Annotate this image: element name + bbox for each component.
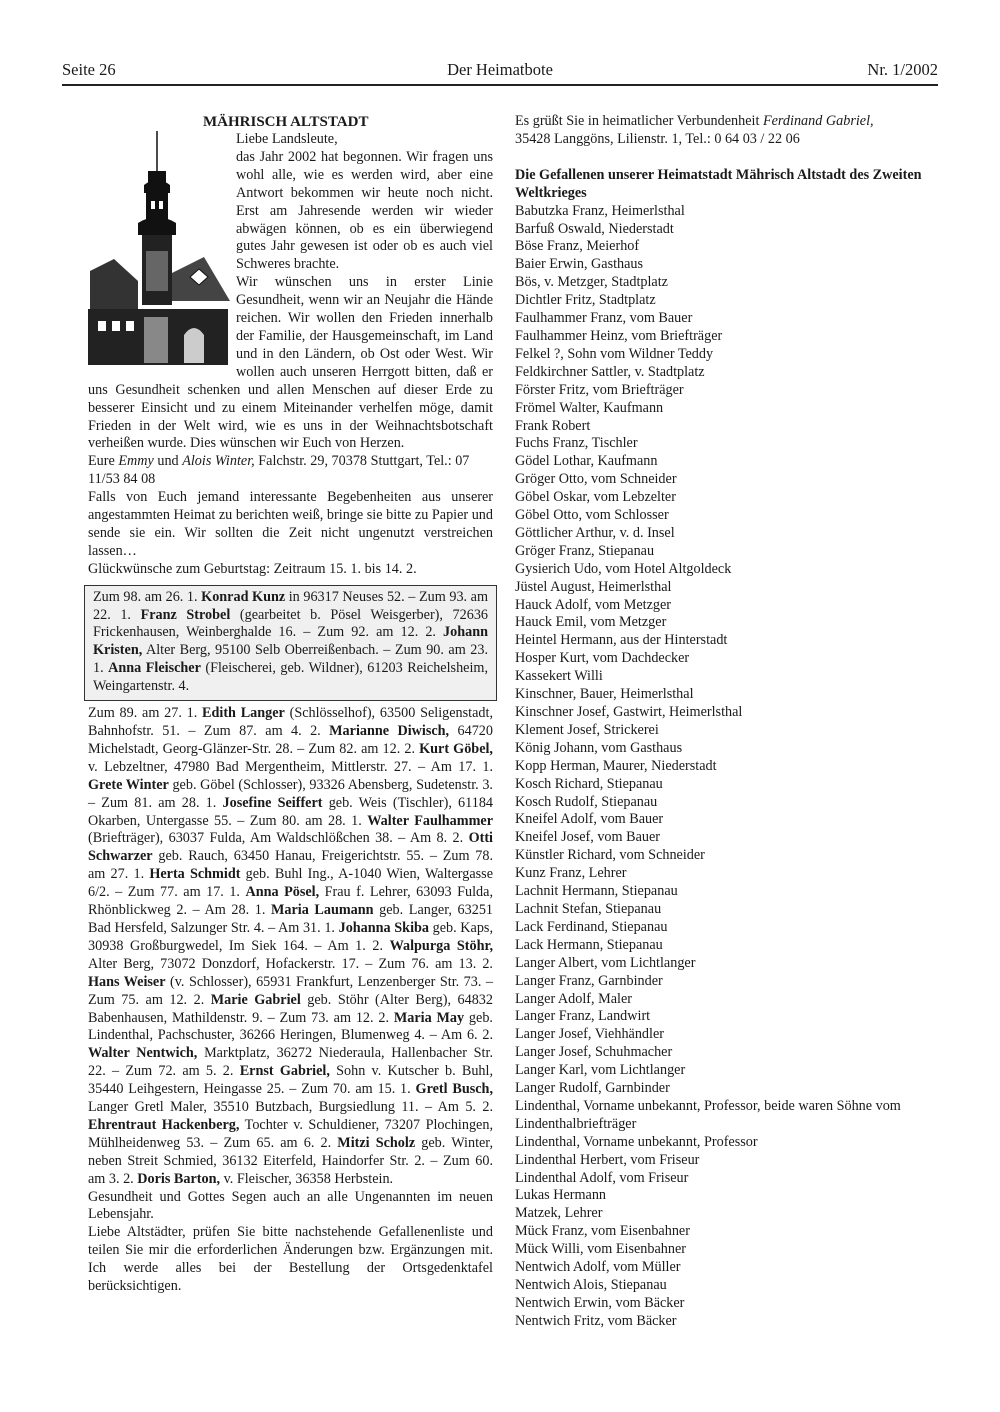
birthday-entry-details: 64720 Michelstadt, Georg-Glänzer-Str. 28. –: [88, 723, 493, 757]
birthday-entry-date: Zum 90. am 23. 1.: [93, 642, 488, 677]
birthday-entry-date: Am 17. 1.: [430, 758, 494, 775]
birthday-entry-name: Walter Nentwich,: [88, 1045, 198, 1062]
birthday-entry-date: Zum 77. am 17. 1.: [127, 884, 246, 901]
birthday-entry-name: Edith Langer: [202, 705, 285, 722]
birthday-entry-details: Alter Berg, 73072 Donzdorf, Hofackerstr. 17. –: [88, 955, 379, 972]
fallen-list-item: Nentwich Erwin, vom Bäcker: [515, 1294, 685, 1311]
fallen-list-item: Frömel Walter, Kaufmann: [515, 399, 664, 416]
fallen-list-item: Kneifel Adolf, vom Bauer: [515, 811, 664, 828]
fallen-list-item: Fuchs Franz, Tischler: [515, 435, 638, 452]
birthday-entry-name: Franz Strobel: [140, 606, 231, 623]
birthday-entry-details: geb. Buhl Ing., A-1040 Wien, Waltergasse 6/2. –: [88, 866, 493, 901]
intro-paragraph: das Jahr 2002 hat begonnen. Wir fragen uns wohl alle, wie es werden wird, aber eine Antwort bekommen wir heute noch nicht. Erst am Jahresende werden wir wieder abwägen können, ob es ein überwiegend gutes Jahr gewesen ist oder ob es auch viel Schweres brachte.: [236, 148, 493, 273]
birthday-entry-date: Am 28. 1.: [204, 902, 271, 919]
fallen-list-item: Böse Franz, Meierhof: [515, 238, 640, 255]
fallen-list-item: Göttlicher Arthur, v. d. Insel: [515, 524, 675, 541]
right-greeting: [515, 113, 935, 149]
birthday-entry-details: geb. Langer, 63251 Bad Hersfeld, Salzunger Str. 4. –: [88, 902, 494, 936]
birthday-entry-name: Josefine Seiffert: [222, 794, 323, 811]
fallen-list-item: Langer Karl, vom Lichtlanger: [515, 1062, 686, 1079]
birthday-entry-date: Am 6. 2.: [440, 1027, 494, 1044]
publication-title: Der Heimatbote: [447, 60, 553, 79]
birthday-entry-date: Zum 89. am 27. 1.: [88, 705, 203, 722]
birthday-entry-name: Johann Kristen,: [93, 624, 488, 659]
greeting-address: 35428 Langgöns, Lilienstr. 1, Tel.: 0 64 03 / 22 06: [515, 130, 800, 147]
closing-paragraph: Liebe Altstädter, prüfen Sie bitte nachstehende Gefallenenliste und teilen Sie mir die erforderlichen Änderungen bzw. Ergänzungen mit. Ich werde alles bei der Bestellung der Ortsgedenktafel berücksichtigen.: [88, 1224, 493, 1295]
birthday-entry-date: Zum 80. am 28. 1.: [249, 812, 368, 829]
birthday-entry-details: geb. Rauch, 63450 Hanau, Freigerichtstr. 55. –: [152, 848, 443, 865]
fallen-list-item: Feldkirchner Sattler, v. Stadtplatz: [515, 363, 705, 380]
greeting: Liebe Landsleute,: [236, 131, 338, 147]
fallen-list-item: Nentwich Fritz, vom Bäcker: [515, 1312, 677, 1329]
birthday-entry-details: (Fleischerei, geb. Wildner), 61203 Reichelsheim, Weingartenstr. 4.: [93, 660, 488, 695]
blessing-paragraph: Gesundheit und Gottes Segen auch an alle Ungenannten im neuen Lebensjahr.: [88, 1188, 493, 1223]
birthday-entry-name: Anna Pösel,: [245, 884, 320, 901]
signature-address: Falchstr. 29, 70378 Stuttgart, Tel.: 07 11/53 84 08: [88, 453, 470, 488]
fallen-list-item: Kopp Herman, Maurer, Niederstadt: [515, 757, 717, 774]
birthday-entry-details: (Briefträger), 63037 Fulda, Am Waldschlößchen 38. –: [88, 830, 410, 847]
wish-paragraph: Wir wünschen uns in erster Linie Gesundheit, wenn wir an Neujahr die Hände reichen. Wir wollen den Frieden innerhalb der Familie, der Hausgemeinschaft, im Land und in den Ländern, ob Ost oder West. Wir wollen auch unseren Herrgott bitten, daß er uns Gesundheit schenken und allen Menschen auf dieser Erde zu besserer Einsicht und zu einem Miteinander verhelfen möge, damit Frieden in der Welt wird, wie es uns in der Weihnachtsbotschaft verheißen wurde. Dies wünschen wir Euch von Herzen.: [88, 274, 493, 452]
fallen-list-title: Die Gefallenen unserer Heimatstadt Mährisch Altstadt des Zweiten Weltkrieges: [515, 166, 922, 201]
birthday-entry-name: Hans Weiser: [88, 973, 166, 990]
birthday-entry-name: Johanna Skiba: [338, 919, 429, 936]
fallen-list-item: Göbel Oskar, vom Lebzelter: [515, 489, 676, 506]
birthday-entry-date: Am 1. 2.: [327, 937, 390, 954]
left-column: [88, 113, 493, 1296]
fallen-list-item: Gröger Franz, Stiepanau: [515, 542, 655, 559]
fallen-list-item: Lack Ferdinand, Stiepanau: [515, 918, 668, 935]
birthday-entry-details: geb. Lindenthal, Pachschuster, 36266 Heringen, Blumenweg 4. –: [88, 1009, 493, 1044]
fallen-list-item: Barfuß Oswald, Niederstadt: [515, 220, 674, 237]
fallen-list-item: Langer Josef, Schuhmacher: [515, 1044, 673, 1061]
issue-number: Nr. 1/2002: [867, 60, 938, 79]
signature-joiner: und: [153, 453, 183, 470]
birthday-entry-name: Anna Fleischer: [108, 660, 201, 677]
fallen-list-item: Bös, v. Metzger, Stadtplatz: [515, 274, 668, 291]
birthday-entry-details: Tochter v. Schuldiener, 73207 Plochingen, Mühlheidenweg 53. –: [88, 1116, 493, 1151]
fallen-list-item: Kassekert Willi: [515, 668, 603, 685]
fallen-list-item: Lindenthal Herbert, vom Friseur: [515, 1151, 700, 1168]
fallen-list-item: Baier Erwin, Gasthaus: [515, 256, 644, 273]
birthday-entry-date: Zum 92. am 12. 2.: [317, 624, 444, 641]
fallen-list-item: Nentwich Adolf, vom Müller: [515, 1259, 681, 1276]
birthday-entry-details: Alter Berg, 95100 Selb Oberreißenbach. –: [142, 642, 395, 659]
fallen-list-item: Lukas Hermann: [515, 1187, 607, 1204]
birthday-entry-date: Zum 73. am 12. 2.: [279, 1009, 394, 1026]
fallen-list-item: Gödel Lothar, Kaufmann: [515, 453, 658, 470]
birthday-entry-date: Zum 78. am 27. 1.: [88, 848, 494, 883]
fallen-list-item: Kinschner Josef, Gastwirt, Heimerlsthal: [515, 704, 743, 720]
birthday-entry-details: v. Lebzeltner, 47980 Bad Mergentheim, Mittlerstr. 27. –: [88, 758, 431, 775]
fallen-list-item: Lindenthal Adolf, vom Friseur: [515, 1169, 689, 1186]
birthday-entry-name: Marianne Diwisch,: [329, 723, 450, 739]
birthday-entry-details: in 96317 Neuses 52. –: [285, 588, 419, 605]
fallen-list-item: Kneifel Josef, vom Bauer: [515, 829, 660, 846]
birthday-entry-date: Zum 65. am 6. 2.: [223, 1134, 338, 1151]
birthday-entry-details: geb. Kaps, 30938 Großburgwedel, Im Siek 164. –: [88, 919, 493, 954]
fallen-list-item: Lachnit Stefan, Stiepanau: [515, 900, 662, 917]
birthday-entry-details: geb. Stöhr (Alter Berg), 64832 Babenhausen, Mathildenstr. 9. –: [88, 991, 493, 1026]
fallen-list-item: Langer Franz, Garnbinder: [515, 972, 663, 989]
birthday-entry-date: Am 8. 2.: [409, 830, 469, 847]
fallen-list-item: Künstler Richard, vom Schneider: [515, 847, 705, 864]
fallen-list-item: Faulhammer Heinz, vom Briefträger: [515, 327, 723, 344]
section-title: MÄHRISCH ALTSTADT: [203, 114, 369, 130]
signature-name-emmy: Emmy: [118, 453, 154, 470]
fallen-list-item: Göbel Otto, vom Schlosser: [515, 507, 669, 524]
fallen-list-item: Lack Hermann, Stiepanau: [515, 936, 663, 953]
birthday-entry-details: (Schlösselhof), 63500 Seligenstadt, Bahnhofstr. 51. –: [88, 705, 493, 739]
header-rule: [62, 84, 938, 86]
birthday-entry-details: (v. Schlosser), 65931 Frankfurt, Lenzenberger Str. 73. –: [165, 973, 493, 990]
right-column: [515, 113, 935, 1331]
fallen-list-item: Förster Fritz, vom Briefträger: [515, 381, 684, 398]
fallen-list-item: Langer Albert, vom Lichtlanger: [515, 954, 696, 971]
fallen-list-item: Lindenthal, Vorname unbekannt, Professor: [515, 1133, 758, 1150]
birthday-entry-date: Zum 72. am 5. 2.: [125, 1063, 240, 1080]
birthday-entry-details: Frau f. Lehrer, 63093 Fulda, Rhönblickweg 2. –: [88, 884, 493, 919]
fallen-list-item: Faulhammer Franz, vom Bauer: [515, 310, 693, 327]
birthday-entry-details: geb. Winter, neben Streit Schmied, 36132 Eiterfeld, Haindorfer Str. 2. –: [88, 1134, 494, 1169]
birthday-entry-name: Herta Schmidt: [149, 866, 241, 883]
birthday-entry-date: Zum 81. am 28. 1.: [101, 794, 223, 811]
birthday-entry-name: Walpurga Stöhr,: [389, 937, 494, 954]
birthday-heading: Glückwünsche zum Geburtstag: Zeitraum 15. 1. bis 14. 2.: [88, 560, 417, 577]
fallen-list-item: Hauck Emil, vom Metzger: [515, 614, 667, 631]
signature: [88, 453, 493, 489]
fallen-list-item: Nentwich Alois, Stiepanau: [515, 1277, 667, 1293]
birthday-entry-date: Zum 75. am 12. 2.: [88, 991, 211, 1008]
fallen-list-item: Hosper Kurt, vom Dachdecker: [515, 650, 690, 667]
birthday-entry-details: geb. Göbel (Schlosser), 93326 Abensberg, Sudetenstr. 3. –: [88, 776, 493, 811]
page-number: Seite 26: [62, 60, 116, 79]
request-paragraph: Falls von Euch jemand interessante Begebenheiten aus unserer angestammten Heimat zu berichten weiß, bringe sie bitte zu Papier und sende sie ein. Wir sollten die Zeit nicht ungenutzt verstreichen lassen…: [88, 489, 493, 559]
birthday-entry-details: Sohn v. Kutscher b. Buhl, 35440 Leihgestern, Heingasse 25. –: [88, 1063, 493, 1098]
fallen-list-item: Mück Willi, vom Eisenbahner: [515, 1241, 686, 1258]
fallen-list-item: Hauck Adolf, vom Metzger: [515, 596, 672, 613]
birthday-entry-details: geb. Weis (Tischler), 61184 Okarben, Untergasse 55. –: [88, 794, 494, 829]
birthday-entry-name: Marie Gabriel: [210, 991, 301, 1008]
birthday-list: [88, 705, 493, 1188]
birthday-entry-name: Otti Schwarzer: [88, 830, 493, 865]
fallen-list-item: Heintel Hermann, aus der Hinterstadt: [515, 632, 728, 649]
fallen-list-item: Langer Franz, Landwirt: [515, 1008, 651, 1025]
fallen-list-item: Babutzka Franz, Heimerlsthal: [515, 202, 685, 219]
birthday-entry-date: Zum 70. am 15. 1.: [301, 1081, 416, 1098]
birthday-entry-name: Gretl Busch,: [415, 1081, 493, 1098]
highlighted-birthdays-box: [84, 585, 497, 701]
signature-name-alois: Alois Winter,: [182, 453, 255, 470]
fallen-list-item: Klement Josef, Strickerei: [515, 721, 659, 738]
birthday-entry-details: v. Fleischer, 36358 Herbstein.: [220, 1170, 394, 1187]
birthday-entry-name: Konrad Kunz: [201, 588, 286, 605]
fallen-list-item: Lindenthal, Vorname unbekannt, Professor, beide waren Söhne vom Lindenthalbriefträger: [515, 1097, 901, 1132]
birthday-entry-name: Walter Faulhammer: [367, 812, 494, 829]
fallen-list-item: Langer Adolf, Maler: [515, 990, 633, 1007]
birthday-entry-date: Zum 60. am 3. 2.: [88, 1152, 494, 1187]
fallen-list-item: Kosch Richard, Stiepanau: [515, 775, 663, 792]
birthday-entry-name: Doris Barton,: [137, 1170, 221, 1187]
fallen-list-item: Langer Josef, Viehhändler: [515, 1026, 664, 1043]
birthday-entry-date: Zum 87. am 4. 2.: [203, 723, 330, 739]
church-tower-illustration-icon: [84, 131, 232, 381]
birthday-entry-name: Maria May: [393, 1009, 465, 1026]
birthday-entry-name: Kurt Göbel,: [419, 740, 493, 757]
signature-prefix: Eure: [88, 453, 119, 470]
fallen-list-item: Dichtler Fritz, Stadtplatz: [515, 292, 656, 309]
birthday-entry-date: Zum 98. am 26. 1.: [93, 588, 202, 605]
fallen-list-item: Frank Robert: [515, 417, 591, 434]
birthday-entry-details: Langer Gretl Maler, 35510 Butzbach, Burgsiedlung 11. –: [88, 1099, 438, 1116]
birthday-entry-name: Mitzi Scholz: [337, 1134, 416, 1151]
page-header: [62, 60, 938, 84]
fallen-list-item: Kunz Franz, Lehrer: [515, 865, 627, 882]
birthday-entry-date: Zum 76. am 13. 2.: [378, 955, 493, 972]
fallen-list-item: Matzek, Lehrer: [515, 1205, 603, 1222]
greeting-name: Ferdinand Gabriel,: [762, 113, 874, 129]
birthday-entry-date: Am 31. 1.: [278, 919, 339, 936]
birthday-entry-details: (gearbeitet b. Pösel Weisgerber), 72636 Frickenhausen, Weinberghalde 16. –: [93, 606, 489, 641]
fallen-list-item: Jüstel August, Heimerlsthal: [515, 578, 672, 595]
birthday-entry-name: Grete Winter: [88, 776, 169, 793]
fallen-list-item: Gysierich Udo, vom Hotel Altgoldeck: [515, 560, 732, 577]
fallen-list-item: König Johann, vom Gasthaus: [515, 739, 683, 756]
fallen-list-item: Gröger Otto, vom Schneider: [515, 471, 677, 488]
fallen-list-item: Felkel ?, Sohn vom Wildner Teddy: [515, 345, 714, 362]
fallen-list: [515, 203, 935, 1331]
birthday-entry-date: Zum 82. am 12. 2.: [308, 740, 420, 757]
birthday-entry-name: Maria Laumann: [270, 902, 374, 919]
fallen-list-item: Lachnit Hermann, Stiepanau: [515, 883, 678, 900]
birthday-entry-name: Ernst Gabriel,: [239, 1063, 330, 1080]
birthday-entry-date: Zum 93. am 22. 1.: [93, 588, 488, 623]
birthday-entry-details: Marktplatz, 36272 Niederaula, Hallenbacher Str. 22. –: [88, 1045, 493, 1080]
birthday-entry-date: Am 5. 2.: [437, 1099, 494, 1116]
fallen-list-item: Kinschner, Bauer, Heimerlsthal: [515, 686, 694, 703]
greeting-prefix: Es grüßt Sie in heimatlicher Verbundenheit: [515, 113, 763, 129]
birthday-entry-name: Ehrentraut Hackenberg,: [88, 1116, 240, 1133]
fallen-list-item: Mück Franz, vom Eisenbahner: [515, 1223, 690, 1240]
fallen-list-item: Langer Rudolf, Garnbinder: [515, 1080, 670, 1097]
fallen-list-item: Kosch Rudolf, Stiepanau: [515, 793, 658, 810]
